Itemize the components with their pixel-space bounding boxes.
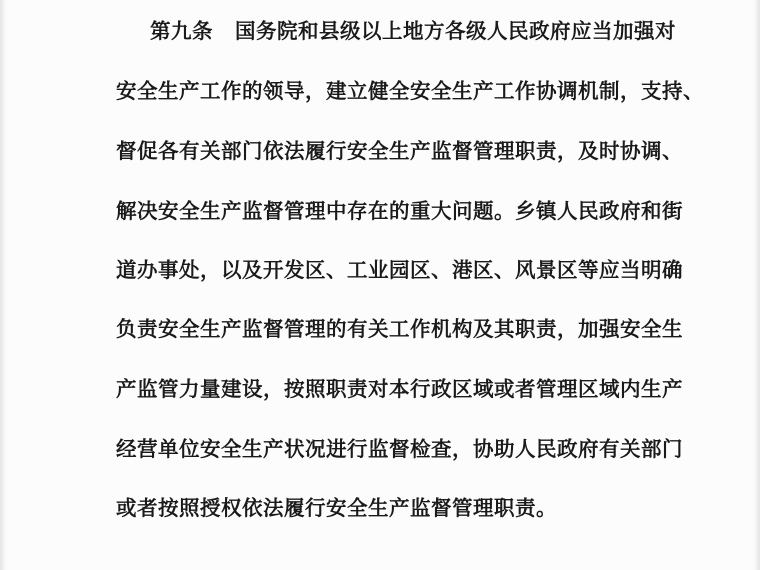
text-line-1 bbox=[150, 16, 676, 46]
text-line-9: 或者按照授权依法履行安全生产监督管理职责。 bbox=[116, 496, 557, 520]
text-line-5: 道办事处，以及开发区、工业园区、港区、风景区等应当明确 bbox=[116, 258, 683, 282]
text-line-6: 负责安全生产监督管理的有关工作机构及其职责，加强安全生 bbox=[116, 317, 683, 341]
page-edge-right bbox=[754, 0, 760, 570]
text-line-8: 经营单位安全生产状况进行监督检查，协助人民政府有关部门 bbox=[116, 437, 683, 461]
text-line-1-body: 国务院和县级以上地方各级人民政府应当加强对 bbox=[235, 19, 676, 43]
text-line-2: 安全生产工作的领导，建立健全安全生产工作协调机制，支持、 bbox=[116, 79, 704, 103]
article-number: 第九条 bbox=[150, 19, 213, 43]
page-edge-left bbox=[0, 0, 6, 570]
text-line-3: 督促各有关部门依法履行安全生产监督管理职责，及时协调、 bbox=[116, 139, 683, 163]
text-line-4: 解决安全生产监督管理中存在的重大问题。乡镇人民政府和街 bbox=[116, 199, 683, 223]
text-line-7: 产监管力量建设，按照职责对本行政区域或者管理区域内生产 bbox=[116, 377, 683, 401]
